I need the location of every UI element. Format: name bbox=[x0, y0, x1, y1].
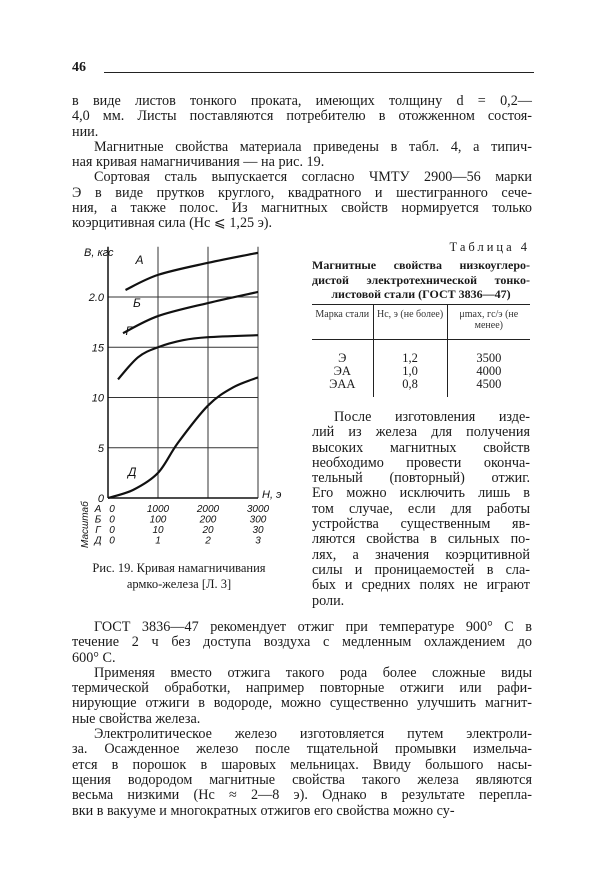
x-tick-label: 0 bbox=[109, 504, 115, 515]
y-tick-label: 5 bbox=[97, 442, 104, 455]
cell: 0,8 bbox=[373, 378, 447, 397]
text-line: роли. bbox=[312, 592, 345, 609]
curve-label: Д bbox=[128, 464, 137, 479]
properties-table bbox=[312, 304, 530, 397]
x-tick-label: 20 bbox=[202, 525, 214, 536]
x-tick-label: 1 bbox=[155, 535, 161, 547]
x-tick-label: 1000 bbox=[146, 504, 170, 515]
y-tick-label: 15 bbox=[91, 342, 104, 355]
bottom-text bbox=[72, 620, 532, 819]
cell: 4500 bbox=[447, 378, 530, 397]
caption-line: Рис. 19. Кривая намагничивания bbox=[92, 561, 266, 575]
y-axis-label: B, кгс bbox=[84, 247, 114, 259]
text-line: Применяя вместо отжига такого рода более сложные виды bbox=[94, 664, 532, 681]
curve-2 bbox=[118, 335, 258, 379]
x-tick-label: 0 bbox=[109, 514, 115, 526]
text-line: за. Осажденное железо после тщательной промывки измельча- bbox=[72, 741, 532, 758]
text-line: ГОСТ 3836—47 рекомендует отжиг при температуре 900° С в bbox=[94, 619, 532, 635]
text-line: бых и средних полях не играют bbox=[312, 577, 530, 594]
x-tick-label: 0 bbox=[109, 535, 115, 547]
table-title-line: Магнитные свойства низкоуглеро- bbox=[312, 258, 530, 272]
text-line: Э в виде прутков круглого, квадратного и шестигранного сече- bbox=[72, 184, 532, 201]
x-tick-label: 3000 bbox=[246, 504, 270, 515]
cell: ЭАА bbox=[329, 377, 356, 391]
cell: 4000 bbox=[447, 365, 530, 378]
x-tick-label: 200 bbox=[199, 514, 217, 526]
curve-label: А bbox=[135, 252, 144, 267]
x-tick-label: 2000 bbox=[196, 504, 220, 515]
text-line: весьма низкими (Hc ≈ 2—8 э). Однако в результате перепла- bbox=[72, 787, 532, 804]
text-line: Сортовая сталь выпускается согласно ЧМТУ 2900—56 марки bbox=[94, 169, 532, 186]
scale-curve-label: Д bbox=[94, 535, 102, 547]
table-title bbox=[312, 258, 530, 302]
text-line: 600° С. bbox=[72, 649, 116, 666]
table-row bbox=[312, 378, 530, 397]
scale-label: Масштаб bbox=[80, 501, 91, 548]
cell: ЭА bbox=[333, 364, 351, 378]
y-tick-label: 10 bbox=[91, 392, 104, 405]
text-line: устройства существенным яв- bbox=[312, 516, 530, 533]
text-line: том случае, если для работы bbox=[312, 500, 530, 517]
text-line: коэрцитивная сила (Hc ⩽ 1,25 э). bbox=[72, 215, 273, 232]
text-line: Его можно исключить лишь в bbox=[312, 485, 530, 502]
text-line: лий из железа для получения bbox=[312, 424, 530, 441]
text-line: нирующие отжиги в водороде, можно существенно улучшить магнит- bbox=[72, 695, 532, 712]
x-axis-label: H, э bbox=[262, 489, 282, 501]
text-line: ные свойства железа. bbox=[72, 710, 201, 727]
scale-curve-label: А bbox=[94, 504, 102, 515]
text-line: ная кривая намагничивания — на рис. 19. bbox=[72, 154, 325, 171]
text-line: силы и проницаемостей в сла- bbox=[312, 561, 530, 578]
scale-curve-label: Б bbox=[94, 514, 102, 526]
text-line: нии. bbox=[72, 123, 99, 140]
text-line: вки в вакууме и многократных отжигов его свойства можно су- bbox=[72, 802, 455, 819]
text-line: тельный (повторный) отжиг. bbox=[312, 470, 530, 487]
y-tick-label: 2.0 bbox=[88, 292, 104, 304]
text-line: ляются свойства в сильных по- bbox=[312, 531, 530, 548]
header-grade: Марка стали bbox=[312, 305, 373, 340]
x-tick-label: 100 bbox=[149, 514, 167, 526]
curve-3 bbox=[108, 377, 258, 498]
text-line: щения водородом магнитные свойства такого железа являются bbox=[72, 771, 532, 788]
text-line: термической обработки, например повторные отжиги или рафи- bbox=[72, 680, 532, 697]
curve-0 bbox=[126, 253, 259, 290]
cell: Э bbox=[338, 351, 347, 365]
x-tick-label: 3 bbox=[255, 535, 261, 547]
text-line: После изготовления изде- bbox=[334, 409, 530, 425]
table-title-line: листовой стали (ГОСТ 3836—47) bbox=[331, 287, 511, 301]
cell: 3500 bbox=[447, 340, 530, 366]
curve-label: Б bbox=[133, 296, 141, 311]
text-line: в виде листов тонкого проката, имеющих толщину d = 0,2— bbox=[72, 93, 532, 109]
text-line: течение 2 ч без доступа воздуха с медленным охлаждением до bbox=[72, 634, 532, 651]
table-header-row bbox=[312, 305, 530, 340]
cell: 1,2 bbox=[373, 340, 447, 366]
header-hc: Hc, э (не более) bbox=[373, 305, 447, 340]
x-tick-label: 300 bbox=[249, 514, 267, 526]
curve-label: Г bbox=[125, 324, 133, 339]
scale-curve-label: Г bbox=[95, 525, 101, 536]
text-line: ния, а также полос. Из магнитных свойств нормируется только bbox=[72, 200, 532, 217]
x-tick-label: 10 bbox=[152, 525, 164, 536]
y-tick-label: 0 bbox=[97, 493, 104, 505]
table-caption: Таблица 4 bbox=[449, 240, 530, 254]
text-line: необходимо провести оконча- bbox=[312, 454, 530, 471]
x-tick-label: 2 bbox=[205, 535, 211, 547]
figure-caption bbox=[74, 560, 284, 592]
text-line: высоких магнитных свойств bbox=[312, 439, 530, 456]
table-title-line: дистой электротехнической тонко- bbox=[312, 272, 530, 287]
table-row bbox=[312, 340, 530, 366]
caption-line: армко-железа [Л. 3] bbox=[126, 577, 232, 591]
page-number: 46 bbox=[72, 60, 86, 75]
text-line: Магнитные свойства материала приведены в табл. 4, а типич- bbox=[94, 138, 532, 155]
text-line: лях, а значения коэрцитивной bbox=[312, 546, 530, 563]
right-column-text bbox=[312, 410, 530, 609]
x-tick-label: 30 bbox=[252, 525, 264, 536]
text-line: ется в порошок в шаровых мельницах. Ввиду большого насы- bbox=[72, 756, 532, 773]
x-tick-label: 0 bbox=[109, 525, 115, 536]
header-mu: μmax, гс/э (не менее) bbox=[447, 305, 530, 340]
cell: 1,0 bbox=[373, 365, 447, 378]
curve-1 bbox=[123, 292, 258, 333]
text-line: Электролитическое железо изготовляется путем электроли- bbox=[94, 726, 532, 743]
text-line: 4,0 мм. Листы поставляются потребителю в отожженном состоя- bbox=[72, 108, 532, 125]
